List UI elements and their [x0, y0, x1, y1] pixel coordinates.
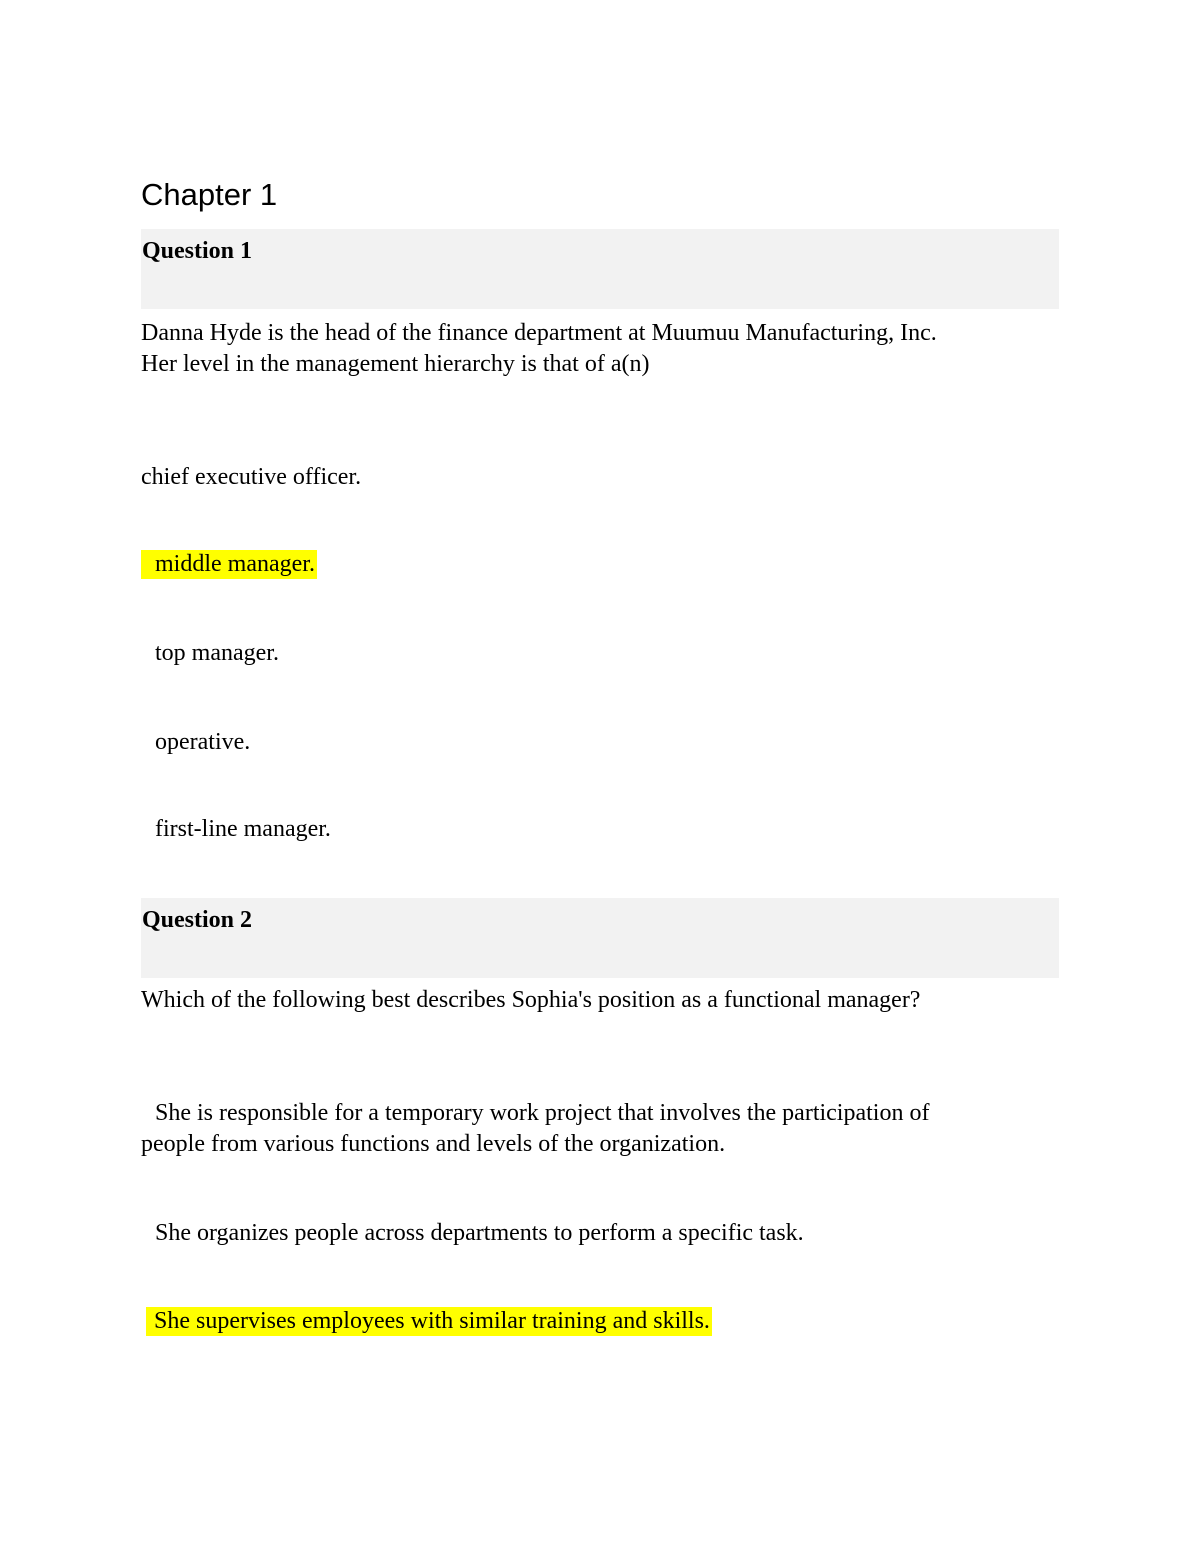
answer-highlight	[146, 1307, 712, 1336]
question-1-option-2-text: middle manager.	[155, 551, 315, 577]
question-2-option-1-line-2[interactable]: people from various functions and levels of the organization.	[141, 1131, 726, 1157]
question-1-option-5[interactable]: first-line manager.	[155, 816, 331, 842]
question-1-option-1[interactable]: chief executive officer.	[141, 464, 362, 490]
answer-highlight	[141, 550, 317, 579]
question-1-prompt-line-2: Her level in the management hierarchy is that of a(n)	[141, 351, 650, 377]
question-2-label: Question 2	[142, 907, 253, 933]
question-2-header	[141, 898, 1059, 978]
question-2-prompt-line-1: Which of the following best describes Sophia's position as a functional manager?	[141, 987, 921, 1013]
question-2-option-2[interactable]: She organizes people across departments to perform a specific task.	[155, 1220, 804, 1246]
question-1-option-4[interactable]: operative.	[155, 729, 251, 755]
question-1-option-2[interactable]	[141, 549, 317, 580]
chapter-title: Chapter 1	[141, 177, 278, 212]
question-1-option-3[interactable]: top manager.	[155, 640, 279, 666]
question-1-prompt-line-1: Danna Hyde is the head of the finance department at Muumuu Manufacturing, Inc.	[141, 320, 937, 346]
question-1-label: Question 1	[142, 238, 253, 264]
question-1-header	[141, 229, 1059, 309]
question-2-option-3-text: She supervises employees with similar training and skills.	[154, 1308, 710, 1334]
question-2-option-1-line-1[interactable]: She is responsible for a temporary work project that involves the participation of	[155, 1100, 930, 1126]
question-2-option-3[interactable]	[146, 1306, 712, 1337]
